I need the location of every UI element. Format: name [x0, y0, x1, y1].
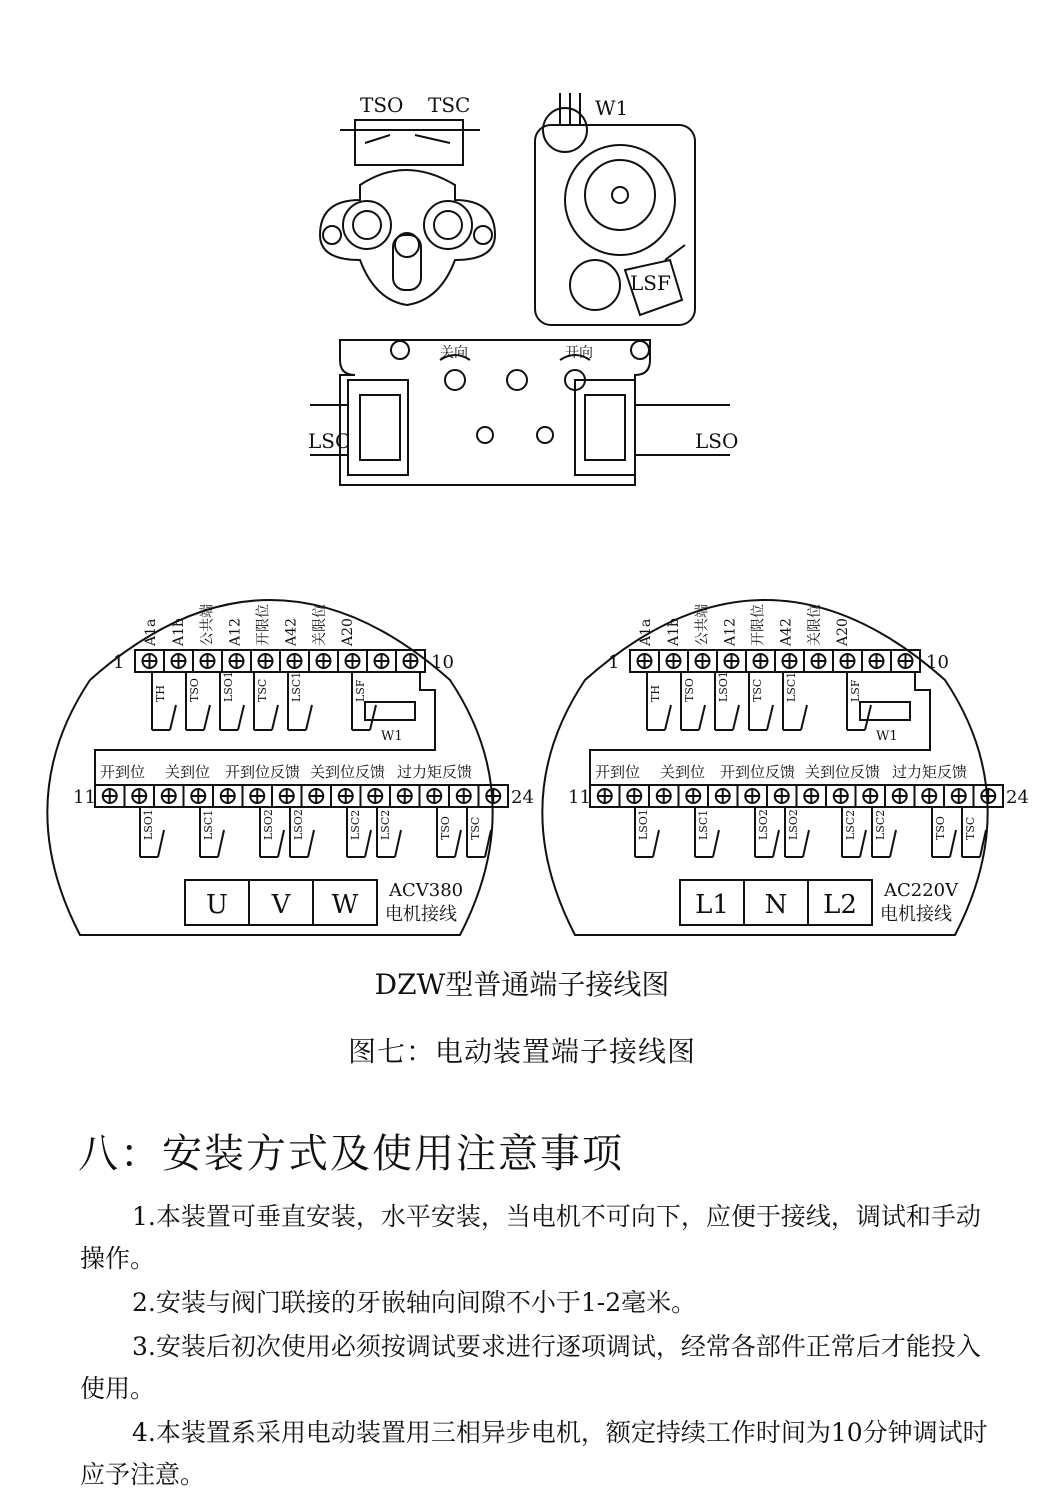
- switch-label-top: LSO1: [222, 671, 235, 702]
- output-group-label: 关到位: [165, 763, 211, 781]
- output-group-label: 关到位反馈: [310, 763, 386, 781]
- output-group-label: 开到位反馈: [720, 763, 796, 781]
- switch-label-top: TSC: [256, 678, 269, 702]
- switch-label-bottom: LSC1: [202, 809, 215, 840]
- terminal-label-top: A1b: [171, 618, 188, 646]
- terminal-label-top: A42: [778, 618, 795, 646]
- switch-label-bottom: LSO2: [292, 809, 305, 840]
- switch-label-top: LSC1: [290, 671, 303, 702]
- mech-label-lsc: LSC: [308, 429, 351, 453]
- motor-terminal-label: V: [271, 890, 291, 920]
- terminal-number-start-bottom: 11: [568, 787, 591, 808]
- terminal-label-top: 开限位: [750, 604, 767, 646]
- terminal-label-top: A1b: [666, 618, 683, 646]
- terminal-number-end-top: 10: [431, 652, 454, 673]
- output-group-label: 开到位: [100, 763, 146, 781]
- output-group-label: 过力矩反馈: [892, 763, 968, 781]
- switch-label-bottom: LSC2: [349, 809, 362, 840]
- output-group-label: 关到位反馈: [805, 763, 881, 781]
- switch-label-bottom: TSC: [964, 816, 977, 840]
- switch-label-bottom: LSO2: [262, 809, 275, 840]
- switch-label-bottom: LSO2: [787, 809, 800, 840]
- switch-label-bottom: LSC2: [844, 809, 857, 840]
- terminal-label-top: A12: [227, 618, 244, 646]
- mech-label-tsc: TSC: [428, 93, 471, 117]
- motor-spec: ACV380: [389, 880, 464, 901]
- switch-label-bottom: LSC2: [874, 809, 887, 840]
- output-group-label: 开到位反馈: [225, 763, 301, 781]
- switch-label-top: TSO: [683, 678, 696, 702]
- switch-label-top: TSO: [188, 678, 201, 702]
- terminal-label-top: 关限位: [311, 604, 328, 646]
- mech-label-open-direction: 开向: [565, 345, 593, 361]
- motor-spec: AC220V: [884, 880, 959, 901]
- terminal-number-end-bottom: 24: [511, 787, 534, 808]
- figure-caption: 图七：电动装置端子接线图: [347, 1035, 696, 1068]
- terminal-number-start-top: 1: [608, 652, 620, 673]
- terminal-number-start-bottom: 11: [73, 787, 96, 808]
- terminal-label-top: A1a: [143, 618, 159, 646]
- terminal-panel-acv380: [47, 600, 534, 935]
- switch-label-bottom: LSC2: [379, 809, 392, 840]
- output-group-label: 关到位: [660, 763, 706, 781]
- switch-label-bottom: LSC1: [697, 809, 710, 840]
- terminal-label-top: 公共端: [694, 604, 711, 646]
- mech-label-close-direction: 关向: [440, 345, 468, 361]
- terminal-label-top: 关限位: [806, 604, 823, 646]
- switch-label-bottom: LSO1: [142, 809, 155, 840]
- switch-mechanism-drawing: [290, 85, 750, 505]
- output-group-label: 开到位: [595, 763, 641, 781]
- switch-label-top: LSO1: [717, 671, 730, 702]
- paragraph-3: 3.安装后初次使用必须按调试要求进行逐项调试，经常各部件正常后才能投入使用。: [80, 1332, 981, 1403]
- motor-wiring-note: 电机接线: [385, 904, 457, 925]
- terminal-label-top: 开限位: [255, 604, 272, 646]
- terminal-panel-ac220v: [542, 600, 1029, 935]
- switch-label-bottom: TSC: [469, 816, 482, 840]
- paragraph-2: 2.安装与阀门联接的牙嵌轴向间隙不小于1-2毫米。: [132, 1288, 697, 1317]
- terminal-wiring-diagram: [40, 560, 1029, 940]
- terminal-number-end-top: 10: [926, 652, 949, 673]
- output-group-label: 过力矩反馈: [397, 763, 473, 781]
- terminal-label-top: A12: [722, 618, 739, 646]
- motor-terminal-label: L2: [823, 890, 857, 920]
- motor-wiring-note: 电机接线: [880, 904, 952, 925]
- switch-label-top: TH: [649, 685, 662, 702]
- w1-label: W1: [381, 729, 403, 744]
- terminal-number-end-bottom: 24: [1006, 787, 1029, 808]
- motor-terminal-label: W: [331, 890, 359, 920]
- mech-label-tso: TSO: [360, 93, 404, 117]
- switch-label-top: TH: [154, 685, 167, 702]
- motor-terminal-label: N: [764, 890, 788, 920]
- terminal-number-start-top: 1: [113, 652, 125, 673]
- motor-terminal-label: L1: [695, 890, 729, 920]
- motor-terminal-label: U: [206, 890, 228, 920]
- switch-label-bottom: LSO1: [637, 809, 650, 840]
- section-title: 八：安装方式及使用注意事项: [78, 1131, 624, 1177]
- switch-label-top: LSF: [849, 679, 862, 702]
- mech-label-lso: LSO: [695, 429, 739, 453]
- switch-label-top: LSF: [354, 679, 367, 702]
- switch-label-bottom: LSO2: [757, 809, 770, 840]
- switch-label-top: LSC1: [785, 671, 798, 702]
- switch-label-bottom: TSO: [934, 816, 947, 840]
- terminal-label-top: A42: [283, 618, 300, 646]
- w1-label: W1: [876, 729, 898, 744]
- mech-label-w1: W1: [595, 96, 629, 120]
- paragraph-4: 4.本装置系采用电动装置用三相异步电机，额定持续工作时间为10分钟调试时应予注意。: [80, 1418, 988, 1489]
- switch-label-bottom: TSO: [439, 816, 452, 840]
- diagram-caption: DZW型普通端子接线图: [374, 968, 670, 1001]
- switch-label-top: TSC: [751, 678, 764, 702]
- paragraph-1: 1.本装置可垂直安装，水平安装，当电机不可向下，应便于接线，调试和手动操作。: [80, 1202, 981, 1273]
- terminal-label-top: A20: [834, 618, 851, 646]
- terminal-label-top: A20: [339, 618, 356, 646]
- terminal-label-top: 公共端: [199, 604, 216, 646]
- terminal-label-top: A1a: [638, 618, 654, 646]
- mech-label-lsf: LSF: [630, 271, 671, 295]
